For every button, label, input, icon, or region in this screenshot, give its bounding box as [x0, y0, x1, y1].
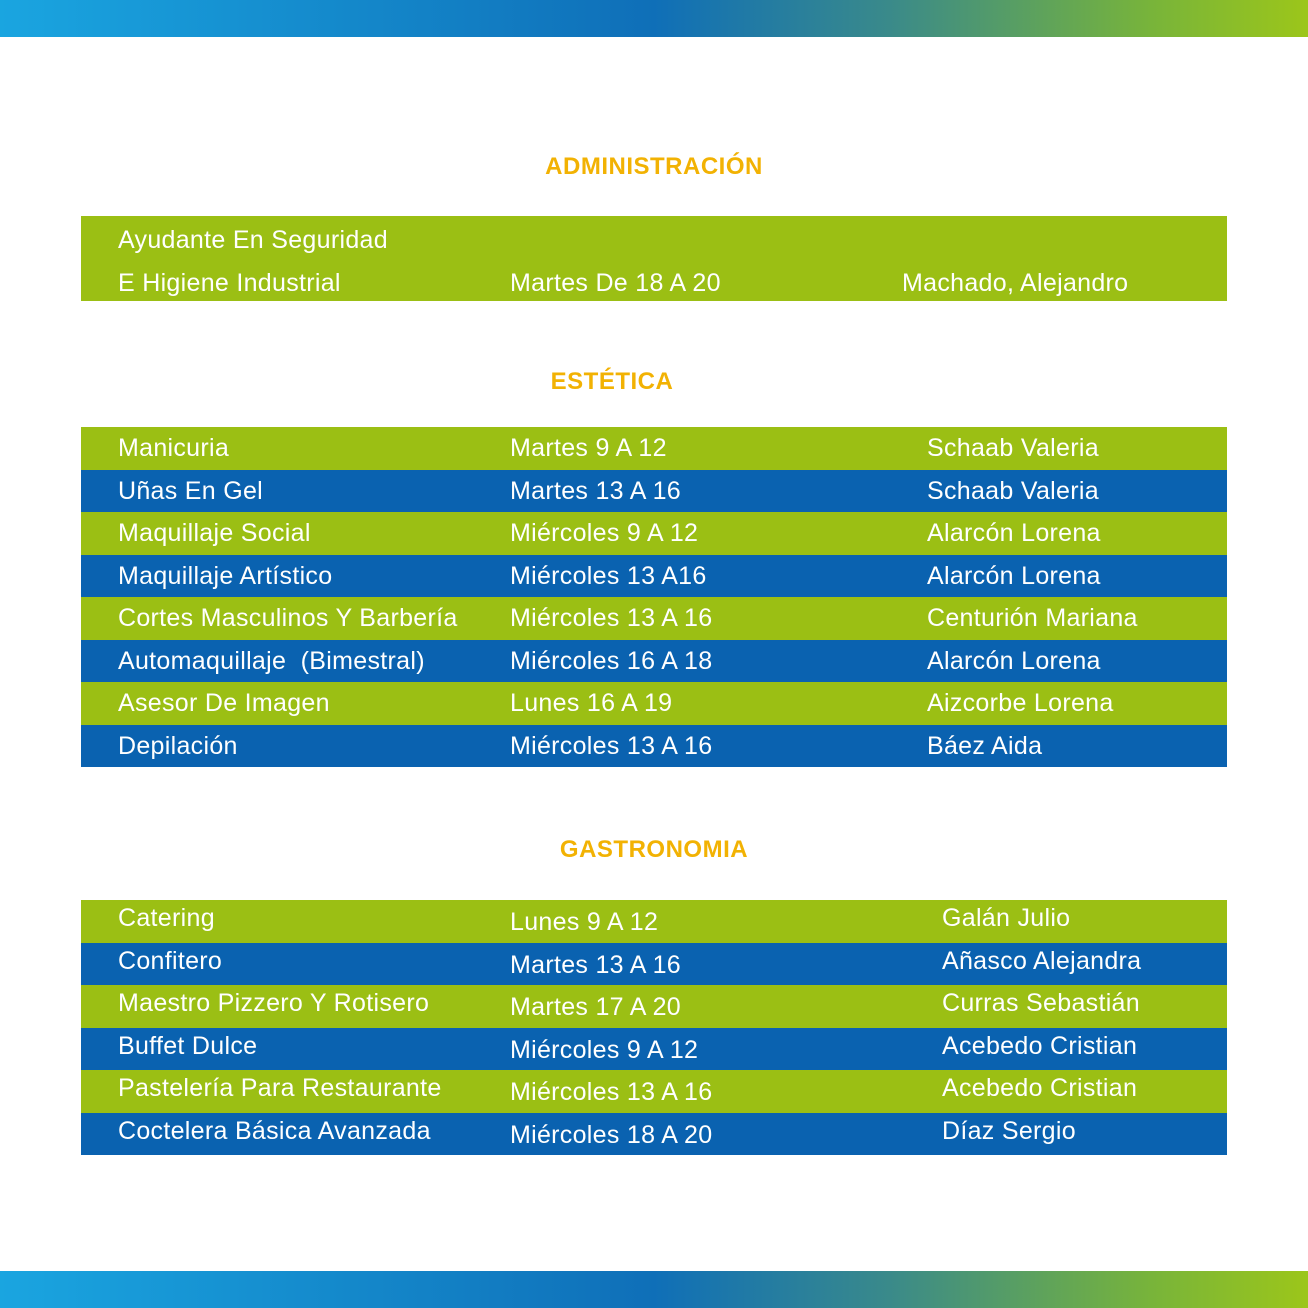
- course-schedule: Miércoles 18 A 20: [510, 1120, 713, 1149]
- course-teacher: Centurión Mariana: [927, 604, 1138, 632]
- course-teacher: Alarcón Lorena: [927, 519, 1101, 547]
- course-schedule: Martes 13 A 16: [510, 476, 681, 505]
- table-row: [81, 427, 1227, 470]
- table-row: [81, 1070, 1227, 1113]
- table-row: [81, 555, 1227, 598]
- course-teacher: Galán Julio: [942, 904, 1071, 932]
- course-teacher: Alarcón Lorena: [927, 646, 1101, 675]
- top-gradient-band: [0, 0, 1308, 37]
- course-schedule: Martes 9 A 12: [510, 434, 667, 462]
- table-estetica: [81, 427, 1227, 767]
- course-name: Asesor De Imagen: [118, 689, 330, 717]
- course-teacher: Acebedo Cristian: [942, 1074, 1138, 1102]
- course-schedule: Martes De 18 A 20: [510, 269, 721, 297]
- course-name: Maquillaje Artístico: [118, 561, 333, 590]
- course-teacher: Curras Sebastián: [942, 989, 1140, 1017]
- section-title-estetica: ESTÉTICA: [550, 368, 674, 395]
- table-row: [81, 1028, 1227, 1071]
- course-name: Manicuria: [118, 434, 230, 462]
- table-row: [81, 597, 1227, 640]
- table-row: [81, 640, 1227, 683]
- course-schedule: Miércoles 13 A 16: [510, 731, 713, 760]
- course-schedule: Miércoles 13 A16: [510, 561, 707, 590]
- table-row: [81, 216, 1227, 301]
- course-name: Coctelera Básica Avanzada: [118, 1116, 431, 1145]
- course-schedule: Miércoles 13 A 16: [510, 1078, 713, 1106]
- table-row: [81, 1113, 1227, 1156]
- table-row: [81, 900, 1227, 943]
- course-schedule: Miércoles 16 A 18: [510, 646, 713, 675]
- course-name: Uñas En Gel: [118, 476, 264, 505]
- course-schedule: Miércoles 9 A 12: [510, 1035, 699, 1064]
- course-schedule: Miércoles 9 A 12: [510, 519, 699, 547]
- course-name: Buffet Dulce: [118, 1031, 258, 1060]
- course-teacher: Schaab Valeria: [927, 434, 1099, 462]
- course-schedule: Miércoles 13 A 16: [510, 604, 713, 632]
- course-name: Pastelería Para Restaurante: [118, 1074, 442, 1102]
- course-teacher: Aizcorbe Lorena: [927, 689, 1114, 717]
- course-teacher: Schaab Valeria: [927, 476, 1099, 505]
- table-row: [81, 470, 1227, 513]
- table-row: [81, 943, 1227, 986]
- course-name-line1: Ayudante En Seguridad: [118, 226, 388, 254]
- course-name: Catering: [118, 904, 215, 932]
- table-row: [81, 512, 1227, 555]
- section-title-administracion: ADMINISTRACIÓN: [545, 153, 763, 180]
- section-title-gastronomia: GASTRONOMIA: [559, 836, 749, 863]
- table-row: [81, 725, 1227, 768]
- table-gastronomia: [81, 900, 1227, 1155]
- course-schedule: Martes 13 A 16: [510, 950, 681, 979]
- course-teacher: Machado, Alejandro: [902, 269, 1129, 297]
- course-schedule: Lunes 16 A 19: [510, 689, 673, 717]
- course-teacher: Báez Aida: [927, 731, 1043, 760]
- course-name: Depilación: [118, 731, 238, 760]
- table-administracion: [81, 216, 1227, 301]
- course-name: Automaquillaje (Bimestral): [118, 646, 425, 675]
- course-teacher: Añasco Alejandra: [942, 946, 1142, 975]
- table-row: [81, 682, 1227, 725]
- course-schedule: Martes 17 A 20: [510, 993, 681, 1021]
- table-row: [81, 985, 1227, 1028]
- bottom-gradient-band: [0, 1271, 1308, 1308]
- course-name-line2: E Higiene Industrial: [118, 269, 341, 297]
- course-teacher: Díaz Sergio: [942, 1116, 1076, 1145]
- course-teacher: Alarcón Lorena: [927, 561, 1101, 590]
- course-name: Maestro Pizzero Y Rotisero: [118, 989, 430, 1017]
- course-name: Confitero: [118, 946, 223, 975]
- course-teacher: Acebedo Cristian: [942, 1031, 1138, 1060]
- course-schedule: Lunes 9 A 12: [510, 908, 659, 936]
- course-name: Cortes Masculinos Y Barbería: [118, 604, 458, 632]
- course-name: Maquillaje Social: [118, 519, 311, 547]
